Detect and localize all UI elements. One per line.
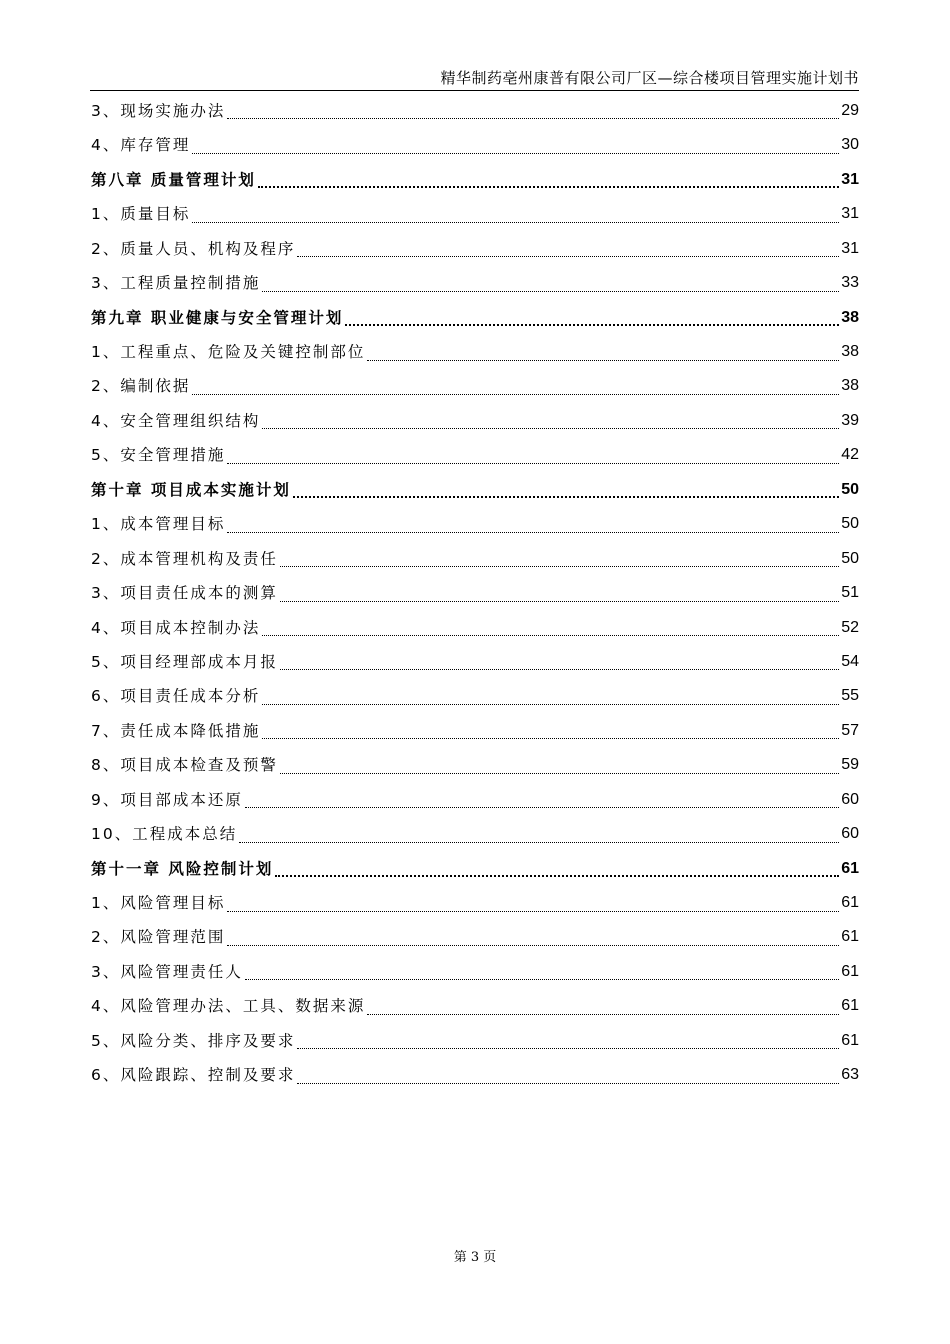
dot-leader <box>280 601 839 602</box>
toc-entry-title: 5、项目经理部成本月报 <box>91 652 278 671</box>
toc-chapter-entry[interactable] <box>91 473 859 507</box>
toc-entry-title: 3、项目责任成本的测算 <box>91 584 278 603</box>
toc-entry-page-number: 54 <box>841 652 859 670</box>
toc-section-entry[interactable] <box>91 438 859 472</box>
toc-entry-page-number: 38 <box>841 308 859 326</box>
dot-leader <box>227 463 839 464</box>
dot-leader <box>262 291 839 292</box>
toc-section-entry[interactable] <box>91 611 859 645</box>
toc-section-entry[interactable] <box>91 645 859 679</box>
dot-leader <box>245 979 839 980</box>
dot-leader <box>297 256 839 257</box>
toc-entry-title: 10、工程成本总结 <box>91 825 238 844</box>
toc-entry-page-number: 60 <box>841 825 859 843</box>
toc-entry-title: 2、风险管理范围 <box>91 928 226 947</box>
dot-leader <box>297 1083 839 1084</box>
dot-leader <box>280 669 839 670</box>
toc-section-entry[interactable] <box>91 542 859 576</box>
dot-leader <box>262 738 839 739</box>
dot-leader <box>227 118 839 119</box>
toc-chapter-entry[interactable] <box>91 163 859 197</box>
toc-entry-title: 2、成本管理机构及责任 <box>91 549 278 568</box>
toc-entry-title: 4、库存管理 <box>91 136 191 155</box>
toc-entry-title: 第十章 项目成本实施计划 <box>91 480 291 499</box>
toc-entry-page-number: 61 <box>841 997 859 1015</box>
toc-entry-page-number: 42 <box>841 446 859 464</box>
toc-chapter-entry[interactable] <box>91 852 859 886</box>
toc-entry-page-number: 57 <box>841 721 859 739</box>
dot-leader <box>280 566 839 567</box>
dot-leader <box>239 842 839 843</box>
toc-entry-page-number: 31 <box>841 239 859 257</box>
toc-entry-page-number: 61 <box>841 1031 859 1049</box>
toc-entry-title: 3、风险管理责任人 <box>91 962 243 981</box>
toc-section-entry[interactable] <box>91 886 859 920</box>
toc-section-entry[interactable] <box>91 1058 859 1092</box>
toc-section-entry[interactable] <box>91 232 859 266</box>
toc-entry-page-number: 60 <box>841 790 859 808</box>
toc-entry-title: 9、项目部成本还原 <box>91 790 243 809</box>
toc-entry-page-number: 39 <box>841 411 859 429</box>
dot-leader <box>297 1048 839 1049</box>
toc-entry-title: 第九章 职业健康与安全管理计划 <box>91 308 344 327</box>
toc-section-entry[interactable] <box>91 679 859 713</box>
toc-section-entry[interactable] <box>91 955 859 989</box>
toc-section-entry[interactable] <box>91 989 859 1023</box>
toc-entry-title: 4、项目成本控制办法 <box>91 618 261 637</box>
dot-leader <box>262 704 839 705</box>
toc-entry-page-number: 61 <box>841 859 859 877</box>
dot-leader <box>280 773 839 774</box>
toc-entry-page-number: 31 <box>841 205 859 223</box>
toc-entry-title: 5、安全管理措施 <box>91 446 226 465</box>
toc-section-entry[interactable] <box>91 128 859 162</box>
toc-entry-page-number: 61 <box>841 962 859 980</box>
toc-section-entry[interactable] <box>91 507 859 541</box>
dot-leader <box>293 496 839 498</box>
dot-leader <box>262 428 839 429</box>
toc-section-entry[interactable] <box>91 921 859 955</box>
toc-section-entry[interactable] <box>91 817 859 851</box>
toc-entry-page-number: 31 <box>841 170 859 188</box>
dot-leader <box>275 875 839 877</box>
toc-entry-title: 2、质量人员、机构及程序 <box>91 239 296 258</box>
toc-entry-title: 3、现场实施办法 <box>91 101 226 120</box>
toc-entry-title: 5、风险分类、排序及要求 <box>91 1031 296 1050</box>
toc-entry-page-number: 50 <box>841 515 859 533</box>
toc-section-entry[interactable] <box>91 370 859 404</box>
toc-entry-title: 7、责任成本降低措施 <box>91 721 261 740</box>
toc-section-entry[interactable] <box>91 1024 859 1058</box>
dot-leader <box>367 1014 839 1015</box>
dot-leader <box>192 394 839 395</box>
toc-entry-page-number: 63 <box>841 1066 859 1084</box>
toc-section-entry[interactable] <box>91 335 859 369</box>
toc-entry-title: 4、安全管理组织结构 <box>91 411 261 430</box>
toc-entry-title: 4、风险管理办法、工具、数据来源 <box>91 997 366 1016</box>
toc-section-entry[interactable] <box>91 404 859 438</box>
dot-leader <box>345 324 839 326</box>
dot-leader <box>262 635 839 636</box>
toc-entry-page-number: 38 <box>841 377 859 395</box>
toc-entry-page-number: 61 <box>841 928 859 946</box>
toc-entry-page-number: 30 <box>841 136 859 154</box>
toc-entry-page-number: 38 <box>841 343 859 361</box>
page-number: 第 3 页 <box>453 1250 497 1265</box>
toc-entry-title: 1、质量目标 <box>91 205 191 224</box>
dot-leader <box>227 911 839 912</box>
toc-section-entry[interactable] <box>91 576 859 610</box>
dot-leader <box>192 153 839 154</box>
toc-chapter-entry[interactable] <box>91 301 859 335</box>
toc-entry-title: 1、工程重点、危险及关键控制部位 <box>91 343 366 362</box>
toc-entry-title: 1、风险管理目标 <box>91 894 226 913</box>
toc-entry-title: 6、风险跟踪、控制及要求 <box>91 1066 296 1085</box>
running-header <box>90 66 859 91</box>
dot-leader <box>367 360 839 361</box>
toc-entry-title: 1、成本管理目标 <box>91 515 226 534</box>
document-title: 精华制药亳州康普有限公司厂区—综合楼项目管理实施计划书 <box>440 69 859 87</box>
toc-entry-title: 2、编制依据 <box>91 377 191 396</box>
toc-entry-page-number: 61 <box>841 894 859 912</box>
toc-entry-title: 第十一章 风险控制计划 <box>91 859 274 878</box>
toc-section-entry[interactable] <box>91 197 859 231</box>
toc-entry-page-number: 59 <box>841 756 859 774</box>
toc-section-entry[interactable] <box>91 94 859 128</box>
toc-entry-page-number: 55 <box>841 687 859 705</box>
dot-leader <box>258 186 839 188</box>
toc-entry-page-number: 51 <box>841 584 859 602</box>
toc-entry-page-number: 52 <box>841 618 859 636</box>
table-of-contents <box>91 94 859 1093</box>
toc-entry-title: 8、项目成本检查及预警 <box>91 756 278 775</box>
toc-section-entry[interactable] <box>91 748 859 782</box>
toc-entry-page-number: 50 <box>841 480 859 498</box>
toc-entry-page-number: 29 <box>841 101 859 119</box>
dot-leader <box>227 532 839 533</box>
dot-leader <box>227 945 839 946</box>
toc-entry-page-number: 50 <box>841 549 859 567</box>
dot-leader <box>245 807 839 808</box>
toc-section-entry[interactable] <box>91 783 859 817</box>
toc-entry-title: 3、工程质量控制措施 <box>91 274 261 293</box>
toc-section-entry[interactable] <box>91 714 859 748</box>
toc-entry-title: 第八章 质量管理计划 <box>91 170 256 189</box>
page-footer <box>0 1246 950 1265</box>
dot-leader <box>192 222 839 223</box>
toc-entry-page-number: 33 <box>841 274 859 292</box>
toc-entry-title: 6、项目责任成本分析 <box>91 687 261 706</box>
toc-section-entry[interactable] <box>91 266 859 300</box>
